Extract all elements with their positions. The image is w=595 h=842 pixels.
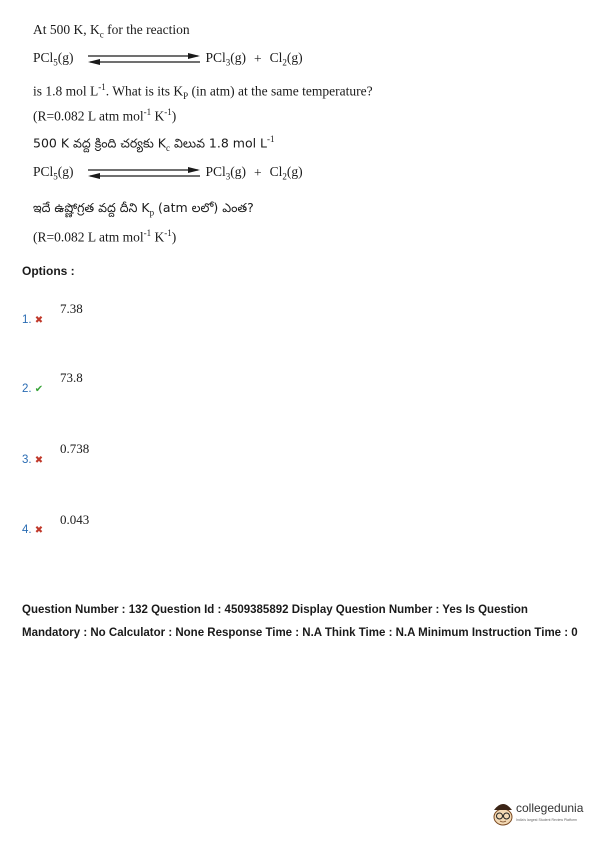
question-line-3: (R=0.082 L atm mol$^{-1}$ $K^{-1}$)	[33, 107, 177, 124]
mascot-icon	[492, 800, 514, 826]
product-cl2: $Cl_2(g)$	[269, 50, 303, 68]
plus-sign: +	[254, 164, 262, 180]
option-2-value: 73.8	[60, 370, 83, 385]
plus-sign: +	[254, 50, 262, 66]
option-2-label[interactable]: 2. ✔	[22, 383, 44, 395]
options-heading: Options :	[22, 264, 75, 278]
reactant-pcl5: PCl$_5$(g)	[33, 164, 74, 182]
question-line-2: is 1.8 mol $L^{-1}$. What is its $K_P$ (in atm) at the same temperature?	[33, 82, 373, 102]
option-4-value: 0.043	[60, 512, 90, 527]
question-line-te-2: ఇదే ఉష్ణోగ్రత వద్ద దీని $K_p$ (atm లలో) ఎంత?	[33, 200, 254, 218]
reaction-equation-en	[33, 50, 303, 68]
option-4-label[interactable]: 4. ✖	[22, 524, 44, 536]
option-1-value: 7.38	[60, 301, 83, 316]
equilibrium-arrow-icon	[88, 167, 200, 179]
product-pcl3: PCl$_3$(g)	[205, 164, 247, 182]
product-pcl3: PCl$_3$(g)	[205, 50, 247, 68]
correct-check-icon: ✔	[34, 384, 44, 395]
product-cl2: $Cl_2(g)$	[269, 164, 303, 182]
wrong-cross-icon: ✖	[34, 455, 44, 466]
equilibrium-arrow-icon	[88, 53, 200, 65]
reactant-pcl5: PCl$_5$(g)	[33, 50, 74, 68]
question-line-1: At 500 K, $K_c$ for the reaction	[33, 22, 190, 40]
question-line-te-3: (R=0.082 L atm mol$^{-1}$ $K^{-1}$)	[33, 228, 177, 245]
collegedunia-logo	[492, 797, 592, 831]
option-1-label[interactable]: 1. ✖	[22, 314, 44, 326]
wrong-cross-icon: ✖	[34, 525, 44, 536]
logo-tagline: India's largest Student Review Platform	[516, 818, 577, 822]
option-3-label[interactable]: 3. ✖	[22, 454, 44, 466]
question-meta-info: Question Number : 132 Question Id : 4509385892 Display Question Number : Yes Is Question Mandatory : No Calculator : None Response Time : N.A Think Time : N.A Minimum Instruction Time : 0	[22, 604, 578, 639]
option-3-value: 0.738	[60, 441, 90, 456]
reaction-equation-te	[33, 164, 303, 182]
logo-wordmark: collegedunia	[516, 801, 584, 815]
question-line-te-1: 500 K వద్ద క్రింది చర్యకు $K_c$ విలువ 1.8 mol $L^{-1}$	[33, 134, 275, 154]
wrong-cross-icon: ✖	[34, 315, 44, 326]
